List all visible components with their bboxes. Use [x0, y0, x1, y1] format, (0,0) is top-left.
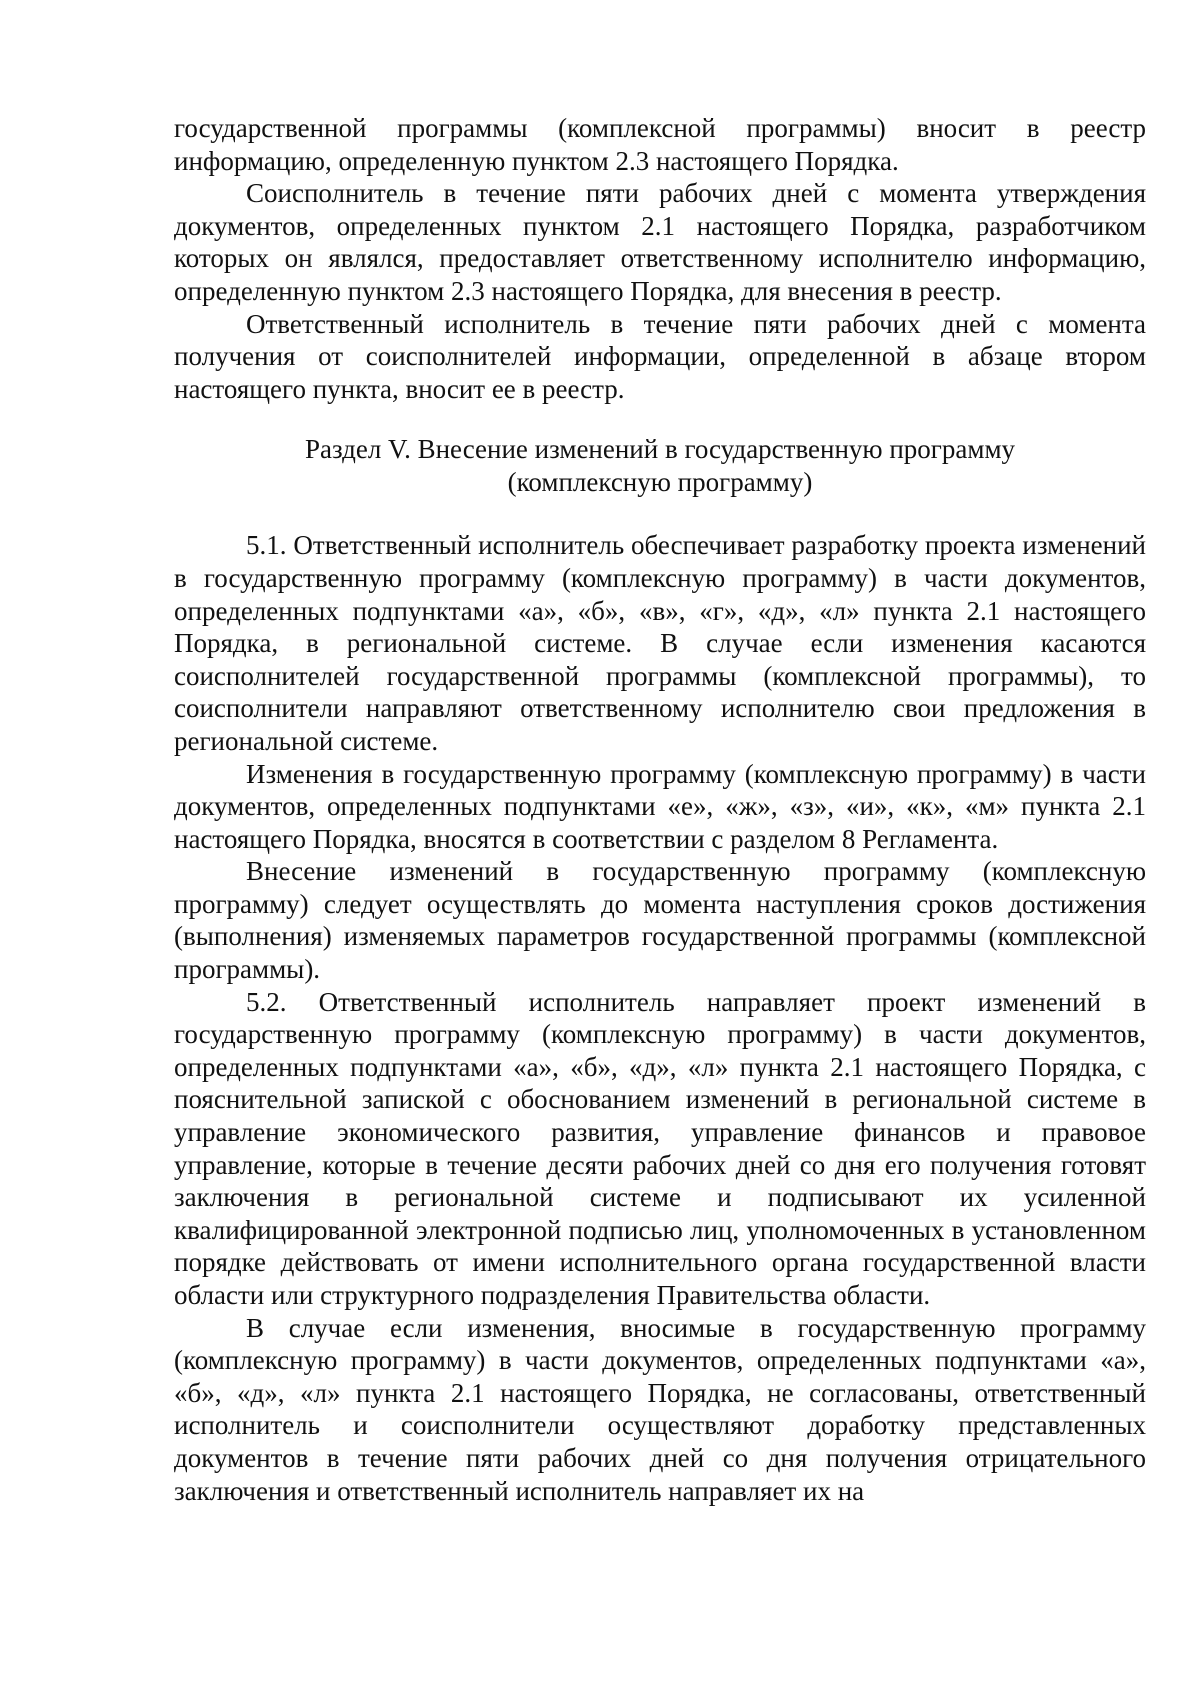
paragraph-continuation: государственной программы (комплексной программы) вносит в реестр информацию, определенную пунктом 2.3 настоящего Порядка. — [174, 113, 1146, 176]
section-heading — [174, 433, 1146, 499]
paragraph-changes-timing: Внесение изменений в государственную программу (комплексную программу) следует осуществлять до момента наступления сроков достижения (выполнения) изменяемых параметров государственной программы (комплексной программы). — [174, 856, 1146, 985]
document-page — [174, 112, 1146, 1507]
section-heading-line-1: Раздел V. Внесение изменений в государственную программу — [304, 434, 1016, 465]
paragraph-changes-regulation: Изменения в государственную программу (комплексную программу) в части документов, определенных подпунктами «е», «ж», «з», «и», «к», «м» пункта 2.1 настоящего Порядка, вносятся в соответствии с разделом 8 Регламента. — [174, 758, 1146, 854]
paragraph-5-2: 5.2. Ответственный исполнитель направляет проект изменений в государственную программу (комплексную программу) в части документов, определенных подпунктами «а», «б», «д», «л» пункта 2.1 настоящего Порядка, с пояснительной запиской с обоснованием изменений в региональной системе в управление экономического развития, управление финансов и правовое управление, которые в течение десяти рабочих дней со дня его получения готовят заключения в региональной системе и подписывают их усиленной квалифицированной электронной подписью лиц, уполномоченных в установленном порядке действовать от имени исполнительного органа государственной власти области или структурного подразделения Правительства области. — [174, 986, 1146, 1310]
paragraph-responsible-executor: Ответственный исполнитель в течение пяти рабочих дней с момента получения от соисполнителей информации, определенной в абзаце втором настоящего пункта, вносит ее в реестр. — [174, 308, 1146, 404]
paragraph-not-approved: В случае если изменения, вносимые в государственную программу (комплексную программу) в части документов, определенных подпунктами «а», «б», «д», «л» пункта 2.1 настоящего Порядка, не согласованы, ответственный исполнитель и соисполнители осуществляют доработку представленных документов в течение пяти рабочих дней со дня получения отрицательного заключения и ответственный исполнитель направляет их на — [174, 1312, 1146, 1506]
paragraph-5-1: 5.1. Ответственный исполнитель обеспечивает разработку проекта изменений в государственную программу (комплексную программу) в части документов, определенных подпунктами «а», «б», «в», «г», «д», «л» пункта 2.1 настоящего Порядка, в региональной системе. В случае если изменения касаются соисполнителей государственной программы (комплексной программы), то соисполнители направляют ответственному исполнителю свои предложения в региональной системе. — [174, 530, 1146, 756]
paragraph-co-executor: Соисполнитель в течение пяти рабочих дней с момента утверждения документов, определенных пунктом 2.1 настоящего Порядка, разработчиком которых он являлся, предоставляет ответственному исполнителю информацию, определенную пунктом 2.3 настоящего Порядка, для внесения в реестр. — [174, 178, 1146, 306]
section-heading-line-2: (комплексную программу) — [507, 467, 813, 498]
